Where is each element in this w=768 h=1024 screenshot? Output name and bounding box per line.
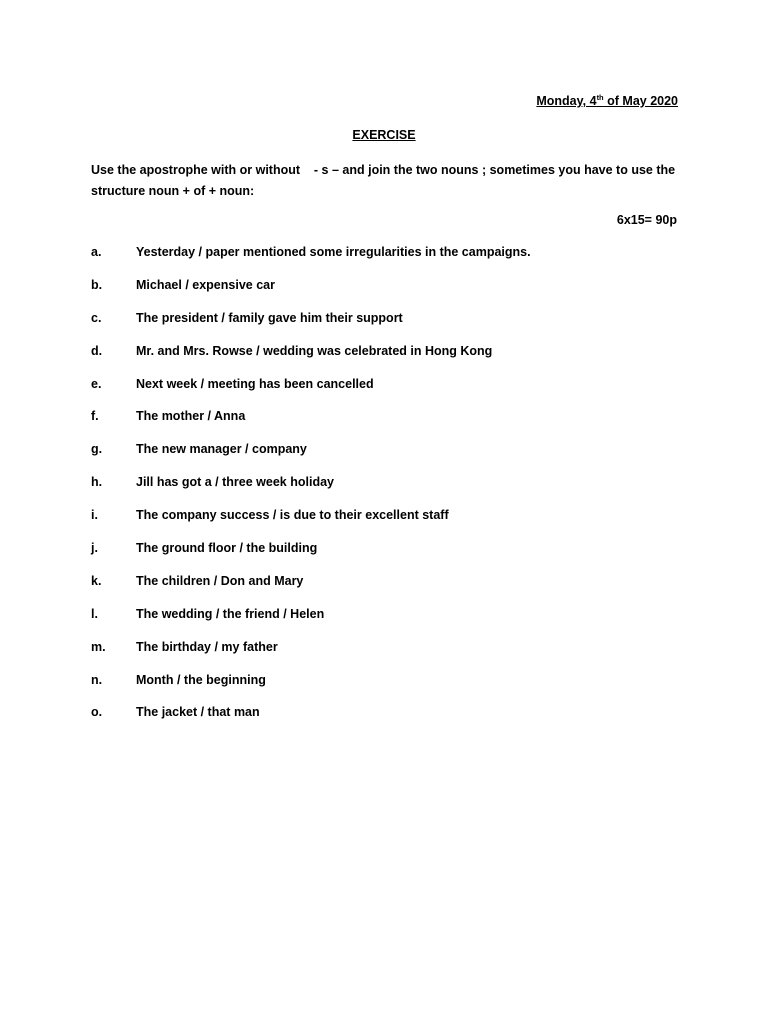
item-text: The birthday / my father	[136, 639, 278, 654]
item-letter: n.	[91, 672, 103, 687]
score-label: 6x15= 90p	[616, 213, 677, 227]
list-item	[91, 377, 681, 410]
item-letter: g.	[91, 442, 103, 457]
item-letter: i.	[91, 508, 98, 523]
list-item	[91, 541, 681, 574]
item-letter: j.	[91, 541, 98, 556]
date-ordinal-suffix: th	[596, 92, 604, 102]
instructions	[91, 160, 681, 202]
list-item	[91, 344, 681, 377]
item-text: The ground floor / the building	[136, 541, 318, 556]
item-text: The new manager / company	[136, 442, 307, 457]
list-item	[91, 409, 681, 442]
item-text: The president / family gave him their support	[136, 310, 403, 325]
list-item	[91, 574, 681, 607]
item-letter: c.	[91, 310, 102, 325]
item-text: The children / Don and Mary	[136, 573, 304, 588]
item-letter: b.	[91, 277, 103, 292]
item-letter: f.	[91, 409, 99, 424]
item-text: Jill has got a / three week holiday	[136, 475, 334, 490]
instructions-line-1: Use the apostrophe with or without - s – and join the two nouns ; sometimes you have to use the	[91, 163, 676, 177]
item-text: Mr. and Mrs. Rowse / wedding was celebrated in Hong Kong	[136, 343, 493, 358]
exercise-list	[91, 245, 681, 738]
item-letter: o.	[91, 705, 103, 720]
list-item	[91, 607, 681, 640]
date-prefix: Monday, 4	[536, 94, 597, 108]
exercise-title: EXERCISE	[352, 128, 416, 142]
instructions-line-2: structure noun + of + noun:	[91, 184, 255, 198]
list-item	[91, 640, 681, 673]
item-text: The wedding / the friend / Helen	[136, 606, 325, 621]
list-item	[91, 508, 681, 541]
item-text: Next week / meeting has been cancelled	[136, 376, 374, 391]
item-text: Michael / expensive car	[136, 277, 275, 292]
item-letter: h.	[91, 475, 103, 490]
item-text: Month / the beginning	[136, 672, 266, 687]
item-letter: k.	[91, 573, 102, 588]
item-letter: m.	[91, 639, 106, 654]
date-heading	[536, 94, 678, 108]
list-item	[91, 442, 681, 475]
item-letter: a.	[91, 245, 102, 259]
list-item	[91, 245, 681, 278]
list-item	[91, 705, 681, 738]
item-text: The mother / Anna	[136, 409, 246, 424]
date-suffix: of May 2020	[603, 94, 678, 108]
list-item	[91, 278, 681, 311]
list-item	[91, 673, 681, 706]
item-letter: d.	[91, 343, 103, 358]
item-text: The company success / is due to their excellent staff	[136, 508, 449, 523]
item-text: Yesterday / paper mentioned some irregularities in the campaigns.	[136, 245, 531, 259]
list-item	[91, 311, 681, 344]
list-item	[91, 475, 681, 508]
item-letter: e.	[91, 376, 102, 391]
item-letter: l.	[91, 606, 98, 621]
item-text: The jacket / that man	[136, 705, 260, 720]
